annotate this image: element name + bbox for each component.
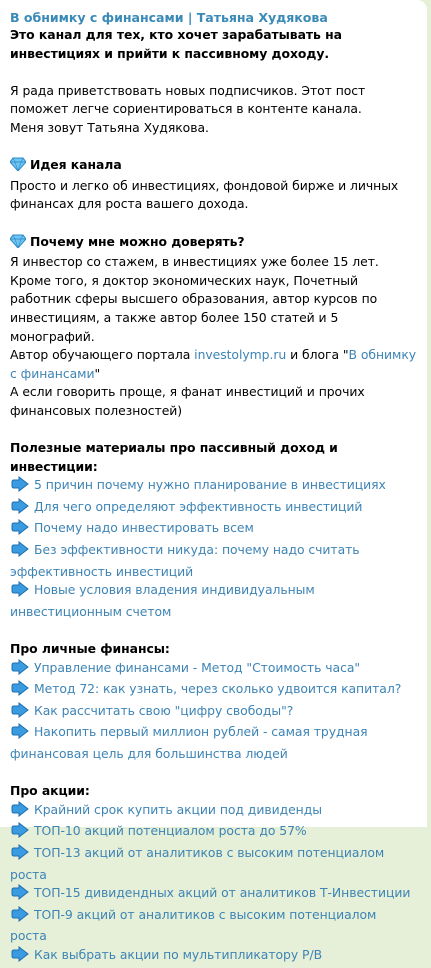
list-item: [10, 680, 417, 702]
arrow-right-icon: [10, 801, 30, 823]
blog-link[interactable]: В обнимку с финансами: [10, 347, 417, 381]
article-link[interactable]: ТОП-13 акций от аналитиков с высоким потенциалом роста: [10, 844, 385, 882]
trust-line-2: Кроме того, я доктор экономических наук, Почетный работник сферы высшего образования, автор курсов по инвестициям, а также автор более 150 статей и 5 монографий.: [10, 272, 378, 344]
section-heading: Полезные материалы про пассивный доход и инвестиции:: [10, 440, 338, 474]
list-item: [10, 541, 417, 581]
article-link[interactable]: Крайний срок купить акции под дивиденды: [34, 801, 322, 817]
trust-line-1: Я инвестор со стажем, в инвестициях уже более 15 лет.: [10, 254, 379, 270]
article-link[interactable]: Новые условия владения индивидуальным инвестиционным счетом: [10, 582, 315, 619]
article-link[interactable]: Накопить первый миллион рублей - самая трудная финансовая цель для большинства людей: [10, 724, 368, 761]
list-item: [10, 702, 417, 724]
article-link[interactable]: ТОП-9 акций от аналитиков с высоким потенциалом роста: [10, 906, 377, 944]
idea-heading-text: Идея канала: [30, 157, 122, 173]
arrow-right-icon: [10, 822, 30, 844]
list-item: [10, 884, 417, 906]
list-item: [10, 801, 417, 823]
author-prefix: Автор обучающего портала: [10, 347, 195, 363]
section-heading: Про личные финансы:: [10, 641, 170, 656]
trust-heading: [10, 233, 417, 254]
article-link[interactable]: Управление финансами - Метод "Стоимость часа": [34, 659, 361, 675]
article-link[interactable]: ТОП-15 дивидендных акций от аналитиков Т-Инвестиции: [34, 885, 411, 901]
gem-icon: [10, 234, 26, 254]
list-item: [10, 723, 417, 763]
arrow-right-icon: [10, 498, 30, 520]
article-link[interactable]: Метод 72: как узнать, через сколько удвоится капитал?: [34, 681, 402, 697]
author-suffix: ": [94, 365, 101, 381]
intro-text: Это канал для тех, кто хочет зарабатывать на инвестициях и прийти к пассивному доходу.: [10, 27, 342, 61]
arrow-right-icon: [10, 680, 30, 702]
gem-icon: [10, 157, 26, 177]
arrow-right-icon: [10, 702, 30, 724]
welcome-line-2: Меня зовут Татьяна Худякова.: [10, 119, 209, 135]
article-link[interactable]: 5 причин почему нужно планирование в инвестициях: [34, 477, 386, 493]
idea-heading: [10, 156, 417, 177]
trust-author: [10, 346, 417, 383]
article-link[interactable]: Для чего определяют эффективность инвестиций: [34, 498, 363, 514]
list-item: [10, 946, 417, 968]
arrow-right-icon: [10, 659, 30, 681]
list-item: [10, 498, 417, 520]
list-item: [10, 519, 417, 541]
arrow-right-icon: [10, 844, 30, 866]
arrow-right-icon: [10, 476, 30, 498]
arrow-right-icon: [10, 723, 30, 745]
arrow-right-icon: [10, 906, 30, 928]
trust-heading-text: Почему мне можно доверять?: [30, 233, 245, 249]
list-item: [10, 822, 417, 844]
article-link[interactable]: Как выбрать акции по мультипликатору P/B: [34, 946, 323, 962]
sections-container: [10, 439, 417, 967]
arrow-right-icon: [10, 541, 30, 563]
portal-link[interactable]: investolymp.ru: [194, 347, 287, 363]
article-link[interactable]: ТОП-10 акций потенциалом роста до 57%: [34, 823, 307, 839]
welcome-line-1: Я рада приветствовать новых подписчиков. Этот пост поможет легче сориентироваться в контенте канала.: [10, 82, 366, 117]
list-item: [10, 906, 417, 946]
list-item: [10, 476, 417, 498]
idea-text: Просто и легко об инвестициях, фондовой бирже и личных финансах для роста вашего дохода.: [10, 177, 399, 212]
article-link[interactable]: Без эффективности никуда: почему надо считать эффективность инвестиций: [10, 542, 360, 579]
article-link[interactable]: Почему надо инвестировать всем: [34, 520, 254, 536]
arrow-right-icon: [10, 946, 30, 968]
list-item: [10, 659, 417, 681]
arrow-right-icon: [10, 581, 30, 603]
list-item: [10, 844, 417, 884]
article-link[interactable]: Как рассчитать свою "цифру свободы"?: [34, 702, 294, 718]
list-item: [10, 581, 417, 621]
author-middle: и блога ": [286, 347, 349, 363]
trust-line-4: А если говорить проще, я фанат инвестиций и прочих финансовых полезностей): [10, 384, 365, 418]
channel-title[interactable]: В обнимку с финансами | Татьяна Худякова: [10, 10, 328, 25]
section-heading: Про акции:: [10, 783, 90, 799]
arrow-right-icon: [10, 519, 30, 541]
arrow-right-icon: [10, 884, 30, 906]
